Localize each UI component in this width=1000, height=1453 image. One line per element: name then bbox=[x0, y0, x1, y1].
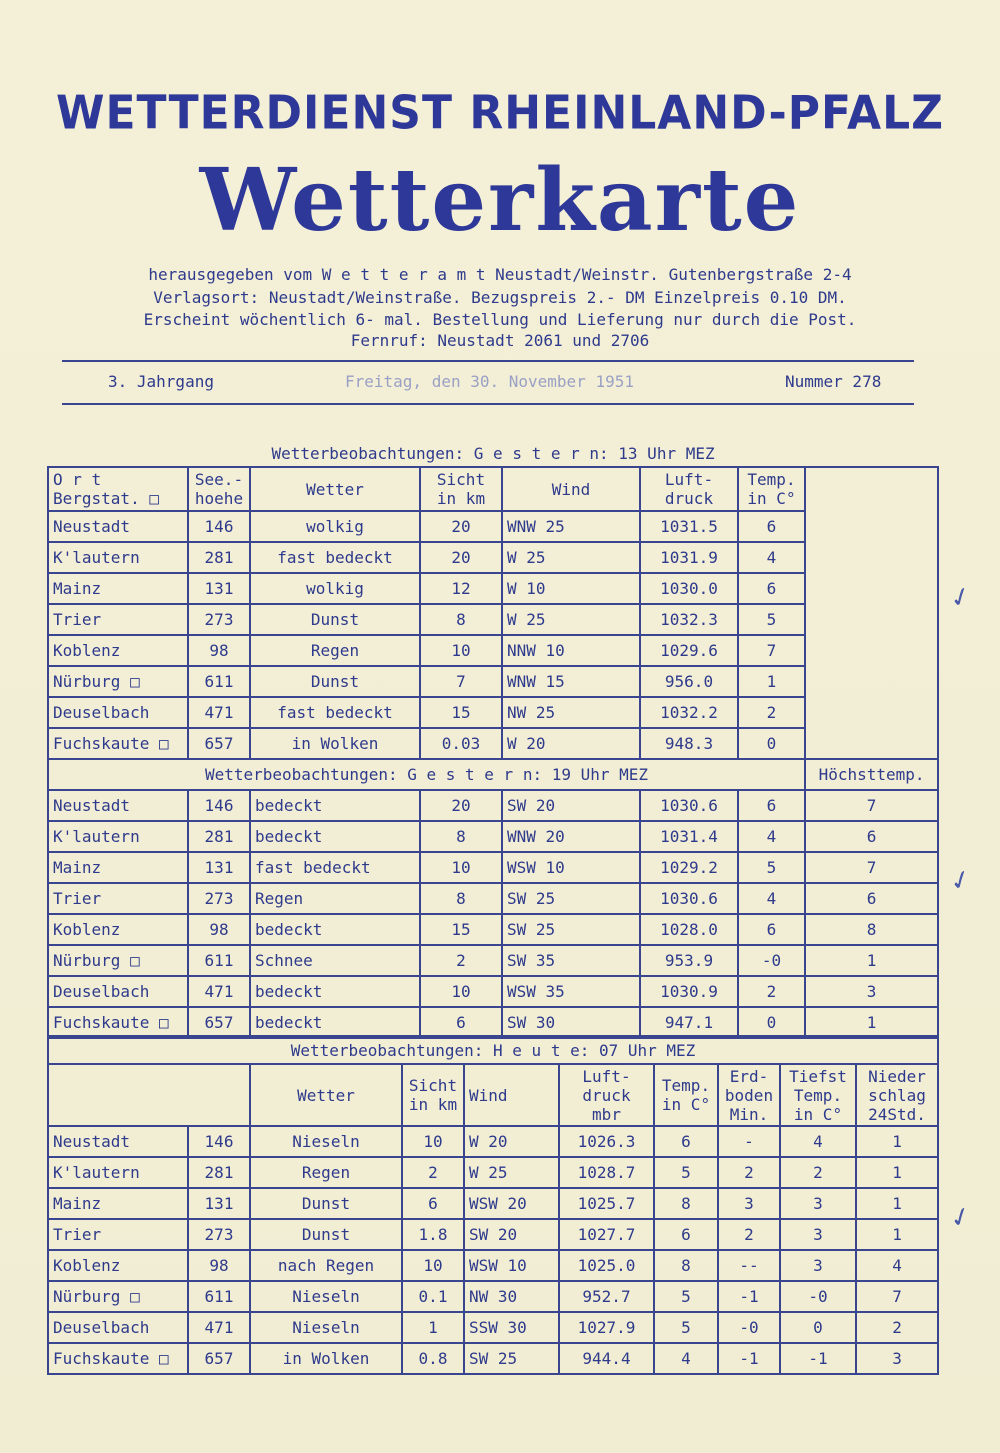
table-row bbox=[48, 1188, 938, 1219]
page-title: Wetterkarte bbox=[199, 150, 801, 251]
table-row bbox=[48, 1007, 938, 1038]
table-cell: 471 bbox=[188, 1312, 250, 1343]
table-cell: 3 bbox=[780, 1250, 856, 1281]
table-cell: 6 bbox=[654, 1126, 718, 1157]
table-cell: 20 bbox=[420, 511, 502, 542]
table-cell: Mainz bbox=[48, 1188, 188, 1219]
table-cell: Nürburg □ bbox=[48, 945, 188, 976]
table-cell: 5 bbox=[654, 1157, 718, 1188]
table-cell: Nürburg □ bbox=[48, 666, 188, 697]
table-cell: K'lautern bbox=[48, 542, 188, 573]
table-cell: 3 bbox=[718, 1188, 780, 1219]
table-cell: 7 bbox=[805, 790, 938, 821]
table-cell: 6 bbox=[738, 790, 805, 821]
table-cell: 6 bbox=[654, 1219, 718, 1250]
table-cell: 1032.2 bbox=[640, 697, 738, 728]
table-cell: 8 bbox=[654, 1250, 718, 1281]
org-title: WETTERDIENST RHEINLAND-PFALZ bbox=[55, 86, 945, 141]
table-cell: Mainz bbox=[48, 573, 188, 604]
table-row bbox=[48, 728, 938, 759]
table-cell: W 25 bbox=[502, 542, 640, 573]
col-header: Nieder schlag 24Std. bbox=[856, 1064, 938, 1126]
table-cell: 1 bbox=[856, 1188, 938, 1219]
table-row bbox=[48, 883, 938, 914]
table-cell: 1 bbox=[738, 666, 805, 697]
table-cell: 657 bbox=[188, 728, 250, 759]
table-cell: 4 bbox=[738, 821, 805, 852]
table-cell: 0 bbox=[738, 728, 805, 759]
table-cell: -- bbox=[718, 1250, 780, 1281]
table-cell: Koblenz bbox=[48, 1250, 188, 1281]
table-cell: 15 bbox=[420, 697, 502, 728]
table-cell: SW 25 bbox=[464, 1343, 559, 1374]
table-cell: 10 bbox=[420, 852, 502, 883]
table-cell: 146 bbox=[188, 1126, 250, 1157]
table-cell: 2 bbox=[402, 1157, 464, 1188]
table-cell: 1.8 bbox=[402, 1219, 464, 1250]
table-cell: 6 bbox=[738, 573, 805, 604]
table-cell: 1025.0 bbox=[559, 1250, 654, 1281]
table-cell: - bbox=[718, 1126, 780, 1157]
table-cell: 6 bbox=[420, 1007, 502, 1038]
table-cell: SW 25 bbox=[502, 883, 640, 914]
table-cell: W 20 bbox=[502, 728, 640, 759]
table-cell: 1028.7 bbox=[559, 1157, 654, 1188]
table-cell: 12 bbox=[420, 573, 502, 604]
table-cell: 4 bbox=[738, 542, 805, 573]
table-cell: 6 bbox=[402, 1188, 464, 1219]
table-cell: 1 bbox=[805, 945, 938, 976]
table-cell: 657 bbox=[188, 1343, 250, 1374]
table-cell: Fuchskaute □ bbox=[48, 1343, 188, 1374]
table-cell: 98 bbox=[188, 1250, 250, 1281]
table-cell: WNW 25 bbox=[502, 511, 640, 542]
table-cell: Mainz bbox=[48, 852, 188, 883]
table-cell: SW 30 bbox=[502, 1007, 640, 1038]
table-cell: 5 bbox=[738, 604, 805, 635]
table-cell: W 10 bbox=[502, 573, 640, 604]
table-cell: Neustadt bbox=[48, 790, 188, 821]
table-cell: 611 bbox=[188, 1281, 250, 1312]
table-row bbox=[48, 1219, 938, 1250]
table-cell: WSW 35 bbox=[502, 976, 640, 1007]
table-cell: 3 bbox=[780, 1188, 856, 1219]
table-cell: wolkig bbox=[250, 511, 420, 542]
table-row bbox=[48, 1126, 938, 1157]
table-cell: 1031.4 bbox=[640, 821, 738, 852]
table-cell: 1 bbox=[805, 1007, 938, 1038]
table-cell: Deuselbach bbox=[48, 697, 188, 728]
col-header: Wetter bbox=[250, 1064, 402, 1126]
observations-table-3 bbox=[47, 1035, 939, 1375]
table-cell: 2 bbox=[420, 945, 502, 976]
table-cell: 6 bbox=[805, 821, 938, 852]
table-cell: 4 bbox=[738, 883, 805, 914]
col-header: Tiefst Temp. in C° bbox=[780, 1064, 856, 1126]
table-cell: Neustadt bbox=[48, 511, 188, 542]
table-cell: 2 bbox=[856, 1312, 938, 1343]
table-cell: 6 bbox=[738, 914, 805, 945]
table-cell: in Wolken bbox=[250, 728, 420, 759]
table-cell: bedeckt bbox=[250, 914, 420, 945]
table-cell: 1 bbox=[856, 1157, 938, 1188]
table-cell: 3 bbox=[856, 1343, 938, 1374]
table-cell: 0.8 bbox=[402, 1343, 464, 1374]
table-cell: 8 bbox=[654, 1188, 718, 1219]
table-cell: 1031.5 bbox=[640, 511, 738, 542]
table-cell: 0.03 bbox=[420, 728, 502, 759]
table-row bbox=[48, 821, 938, 852]
table-cell: bedeckt bbox=[250, 1007, 420, 1038]
t3-body bbox=[48, 1126, 938, 1374]
table-cell: W 25 bbox=[464, 1157, 559, 1188]
col-header: Sicht in km bbox=[420, 467, 502, 511]
table-cell: 6 bbox=[805, 883, 938, 914]
table-cell: WNW 20 bbox=[502, 821, 640, 852]
table-cell: Regen bbox=[250, 635, 420, 666]
table-row bbox=[48, 852, 938, 883]
table-cell: 947.1 bbox=[640, 1007, 738, 1038]
table-cell: Nieseln bbox=[250, 1126, 402, 1157]
table-cell: SW 20 bbox=[502, 790, 640, 821]
table-cell: 10 bbox=[420, 635, 502, 666]
table-cell: W 25 bbox=[502, 604, 640, 635]
divider bbox=[62, 360, 914, 362]
table-cell: Trier bbox=[48, 604, 188, 635]
table-row bbox=[48, 573, 938, 604]
col-header: Temp. in C° bbox=[654, 1064, 718, 1126]
table-cell: Koblenz bbox=[48, 635, 188, 666]
table-cell: 98 bbox=[188, 635, 250, 666]
table-cell: 471 bbox=[188, 976, 250, 1007]
table-cell: NW 30 bbox=[464, 1281, 559, 1312]
table-cell: 1 bbox=[402, 1312, 464, 1343]
table-cell: 7 bbox=[805, 852, 938, 883]
table-row bbox=[48, 914, 938, 945]
jahrgang: 3. Jahrgang bbox=[108, 372, 214, 391]
table-cell: Trier bbox=[48, 883, 188, 914]
table-row bbox=[48, 945, 938, 976]
col-header: Wetter bbox=[250, 467, 420, 511]
table-cell: WSW 10 bbox=[502, 852, 640, 883]
table-cell: Nürburg □ bbox=[48, 1281, 188, 1312]
table-cell: 5 bbox=[654, 1281, 718, 1312]
table-cell: fast bedeckt bbox=[250, 697, 420, 728]
col-header: Luft- druck bbox=[640, 467, 738, 511]
table-row bbox=[48, 511, 938, 542]
table-cell: 273 bbox=[188, 1219, 250, 1250]
table-cell: Neustadt bbox=[48, 1126, 188, 1157]
table-cell: 15 bbox=[420, 914, 502, 945]
table-cell: nach Regen bbox=[250, 1250, 402, 1281]
table-cell: K'lautern bbox=[48, 821, 188, 852]
table-cell: 98 bbox=[188, 914, 250, 945]
table-cell: 273 bbox=[188, 604, 250, 635]
divider bbox=[62, 403, 914, 405]
table-cell: 1030.9 bbox=[640, 976, 738, 1007]
table-cell: WSW 10 bbox=[464, 1250, 559, 1281]
table-cell: NNW 10 bbox=[502, 635, 640, 666]
table-cell: 2 bbox=[780, 1157, 856, 1188]
table-cell: 20 bbox=[420, 790, 502, 821]
table-cell: 281 bbox=[188, 1157, 250, 1188]
table-cell: 131 bbox=[188, 852, 250, 883]
table-cell: 131 bbox=[188, 1188, 250, 1219]
publisher-line: Verlagsort: Neustadt/Weinstraße. Bezugspreis 2.- DM Einzelpreis 0.10 DM. bbox=[153, 288, 847, 307]
col-header: Höchsttemp. bbox=[805, 759, 938, 790]
table-cell: 1027.7 bbox=[559, 1219, 654, 1250]
col-header: Luft- druck mbr bbox=[559, 1064, 654, 1126]
table-cell: 2 bbox=[718, 1157, 780, 1188]
table-cell: 1030.6 bbox=[640, 790, 738, 821]
table-cell: SW 20 bbox=[464, 1219, 559, 1250]
col-header: O r t Bergstat. □ bbox=[48, 467, 188, 511]
check-mark: ✓ bbox=[945, 1200, 977, 1236]
issue-date: Freitag, den 30. November 1951 bbox=[345, 372, 634, 391]
table-cell: 1029.2 bbox=[640, 852, 738, 883]
table-cell: Regen bbox=[250, 883, 420, 914]
table-cell: 953.9 bbox=[640, 945, 738, 976]
col-header: Erd- boden Min. bbox=[718, 1064, 780, 1126]
col-header: Temp. in C° bbox=[738, 467, 805, 511]
table-row bbox=[48, 1281, 938, 1312]
table-cell: 6 bbox=[738, 511, 805, 542]
table-cell: bedeckt bbox=[250, 821, 420, 852]
table-cell: -1 bbox=[780, 1343, 856, 1374]
table-cell: fast bedeckt bbox=[250, 852, 420, 883]
table-cell: Fuchskaute □ bbox=[48, 1007, 188, 1038]
table-cell: WSW 20 bbox=[464, 1188, 559, 1219]
table-cell: 1030.6 bbox=[640, 883, 738, 914]
t2-body bbox=[48, 790, 938, 1038]
table-cell: 952.7 bbox=[559, 1281, 654, 1312]
table-cell: 10 bbox=[420, 976, 502, 1007]
publisher-line: Erscheint wöchentlich 6- mal. Bestellung und Lieferung nur durch die Post. bbox=[143, 310, 857, 329]
table-cell: 0 bbox=[780, 1312, 856, 1343]
table-cell: 1026.3 bbox=[559, 1126, 654, 1157]
issue-number: Nummer 278 bbox=[785, 372, 882, 391]
check-mark: ✓ bbox=[945, 863, 977, 899]
table-cell: 956.0 bbox=[640, 666, 738, 697]
table-row bbox=[48, 666, 938, 697]
table-cell: 1027.9 bbox=[559, 1312, 654, 1343]
section-title: Wetterbeobachtungen: G e s t e r n: 19 Uhr MEZ bbox=[48, 759, 805, 790]
table-cell: Schnee bbox=[250, 945, 420, 976]
table-cell: 281 bbox=[188, 821, 250, 852]
table-cell: 2 bbox=[718, 1219, 780, 1250]
table-cell: Koblenz bbox=[48, 914, 188, 945]
table-cell: 281 bbox=[188, 542, 250, 573]
table-cell: 1032.3 bbox=[640, 604, 738, 635]
col-header: Wind bbox=[502, 467, 640, 511]
table-cell: 0 bbox=[738, 1007, 805, 1038]
table-cell: Deuselbach bbox=[48, 1312, 188, 1343]
table-cell: 0.1 bbox=[402, 1281, 464, 1312]
table-cell: 1030.0 bbox=[640, 573, 738, 604]
table-cell: WNW 15 bbox=[502, 666, 640, 697]
table-cell: fast bedeckt bbox=[250, 542, 420, 573]
table-cell: 611 bbox=[188, 666, 250, 697]
table-row bbox=[48, 542, 938, 573]
col-header: Sicht in km bbox=[402, 1064, 464, 1126]
section-title: Wetterbeobachtungen: H e u t e: 07 Uhr MEZ bbox=[48, 1036, 938, 1064]
table-cell: 8 bbox=[420, 821, 502, 852]
table-cell: 2 bbox=[738, 976, 805, 1007]
table-row bbox=[48, 697, 938, 728]
table-cell: Dunst bbox=[250, 1188, 402, 1219]
table-cell: Trier bbox=[48, 1219, 188, 1250]
table-cell: Deuselbach bbox=[48, 976, 188, 1007]
table-cell: -0 bbox=[738, 945, 805, 976]
table-cell: 948.3 bbox=[640, 728, 738, 759]
table-cell: 146 bbox=[188, 511, 250, 542]
table-cell: 657 bbox=[188, 1007, 250, 1038]
table-cell: in Wolken bbox=[250, 1343, 402, 1374]
table-cell: K'lautern bbox=[48, 1157, 188, 1188]
table-row bbox=[48, 1312, 938, 1343]
table-cell: -0 bbox=[718, 1312, 780, 1343]
table-cell: SSW 30 bbox=[464, 1312, 559, 1343]
phone-line: Fernruf: Neustadt 2061 und 2706 bbox=[350, 331, 650, 350]
table-cell: 8 bbox=[805, 914, 938, 945]
table-cell: 611 bbox=[188, 945, 250, 976]
table-cell: Fuchskaute □ bbox=[48, 728, 188, 759]
table-cell: 4 bbox=[780, 1126, 856, 1157]
table-cell: W 20 bbox=[464, 1126, 559, 1157]
table-cell: 3 bbox=[780, 1219, 856, 1250]
table-cell: 131 bbox=[188, 573, 250, 604]
table-cell: 1029.6 bbox=[640, 635, 738, 666]
table-cell: 20 bbox=[420, 542, 502, 573]
table-row bbox=[48, 1343, 938, 1374]
table-cell: Dunst bbox=[250, 604, 420, 635]
col-header: See.- hoehe bbox=[188, 467, 250, 511]
table-cell: NW 25 bbox=[502, 697, 640, 728]
table-cell: -0 bbox=[780, 1281, 856, 1312]
table-cell: bedeckt bbox=[250, 790, 420, 821]
table-cell: 5 bbox=[738, 852, 805, 883]
table-cell: 1028.0 bbox=[640, 914, 738, 945]
table-cell: SW 25 bbox=[502, 914, 640, 945]
table-cell: 2 bbox=[738, 697, 805, 728]
table-cell: -1 bbox=[718, 1343, 780, 1374]
table-cell: Nieseln bbox=[250, 1312, 402, 1343]
table-cell: 8 bbox=[420, 604, 502, 635]
table-cell: 7 bbox=[738, 635, 805, 666]
table-cell: 4 bbox=[654, 1343, 718, 1374]
table-row bbox=[48, 790, 938, 821]
section-title: Wetterbeobachtungen: G e s t e r n: 13 Uhr MEZ bbox=[271, 443, 715, 463]
table-cell: -1 bbox=[718, 1281, 780, 1312]
table-row bbox=[48, 635, 938, 666]
table-cell: bedeckt bbox=[250, 976, 420, 1007]
table-cell: wolkig bbox=[250, 573, 420, 604]
table-cell: Regen bbox=[250, 1157, 402, 1188]
table-cell: 10 bbox=[402, 1126, 464, 1157]
table-cell: 1025.7 bbox=[559, 1188, 654, 1219]
table-cell: 273 bbox=[188, 883, 250, 914]
table-cell: 8 bbox=[420, 883, 502, 914]
table-row bbox=[48, 1157, 938, 1188]
table-cell: 4 bbox=[856, 1250, 938, 1281]
table-cell: 471 bbox=[188, 697, 250, 728]
table-cell: 5 bbox=[654, 1312, 718, 1343]
table-cell: SW 35 bbox=[502, 945, 640, 976]
table-cell: 7 bbox=[420, 666, 502, 697]
table-cell: 1 bbox=[856, 1126, 938, 1157]
t1-body bbox=[48, 511, 938, 759]
table-cell: 3 bbox=[805, 976, 938, 1007]
table-cell: Dunst bbox=[250, 1219, 402, 1250]
table-cell: 1 bbox=[856, 1219, 938, 1250]
check-mark: ✓ bbox=[945, 580, 977, 616]
table-cell: Nieseln bbox=[250, 1281, 402, 1312]
table-cell: 944.4 bbox=[559, 1343, 654, 1374]
publisher-line: herausgegeben vom W e t t e r a m t Neustadt/Weinstr. Gutenbergstraße 2-4 bbox=[148, 265, 852, 284]
col-header: Wind bbox=[464, 1064, 559, 1126]
observations-table-1 bbox=[47, 440, 939, 1039]
table-cell: 146 bbox=[188, 790, 250, 821]
table-row bbox=[48, 604, 938, 635]
table-cell: Dunst bbox=[250, 666, 420, 697]
table-cell: 7 bbox=[856, 1281, 938, 1312]
table-cell: 1031.9 bbox=[640, 542, 738, 573]
table-row bbox=[48, 1250, 938, 1281]
table-cell: 10 bbox=[402, 1250, 464, 1281]
table-row bbox=[48, 976, 938, 1007]
